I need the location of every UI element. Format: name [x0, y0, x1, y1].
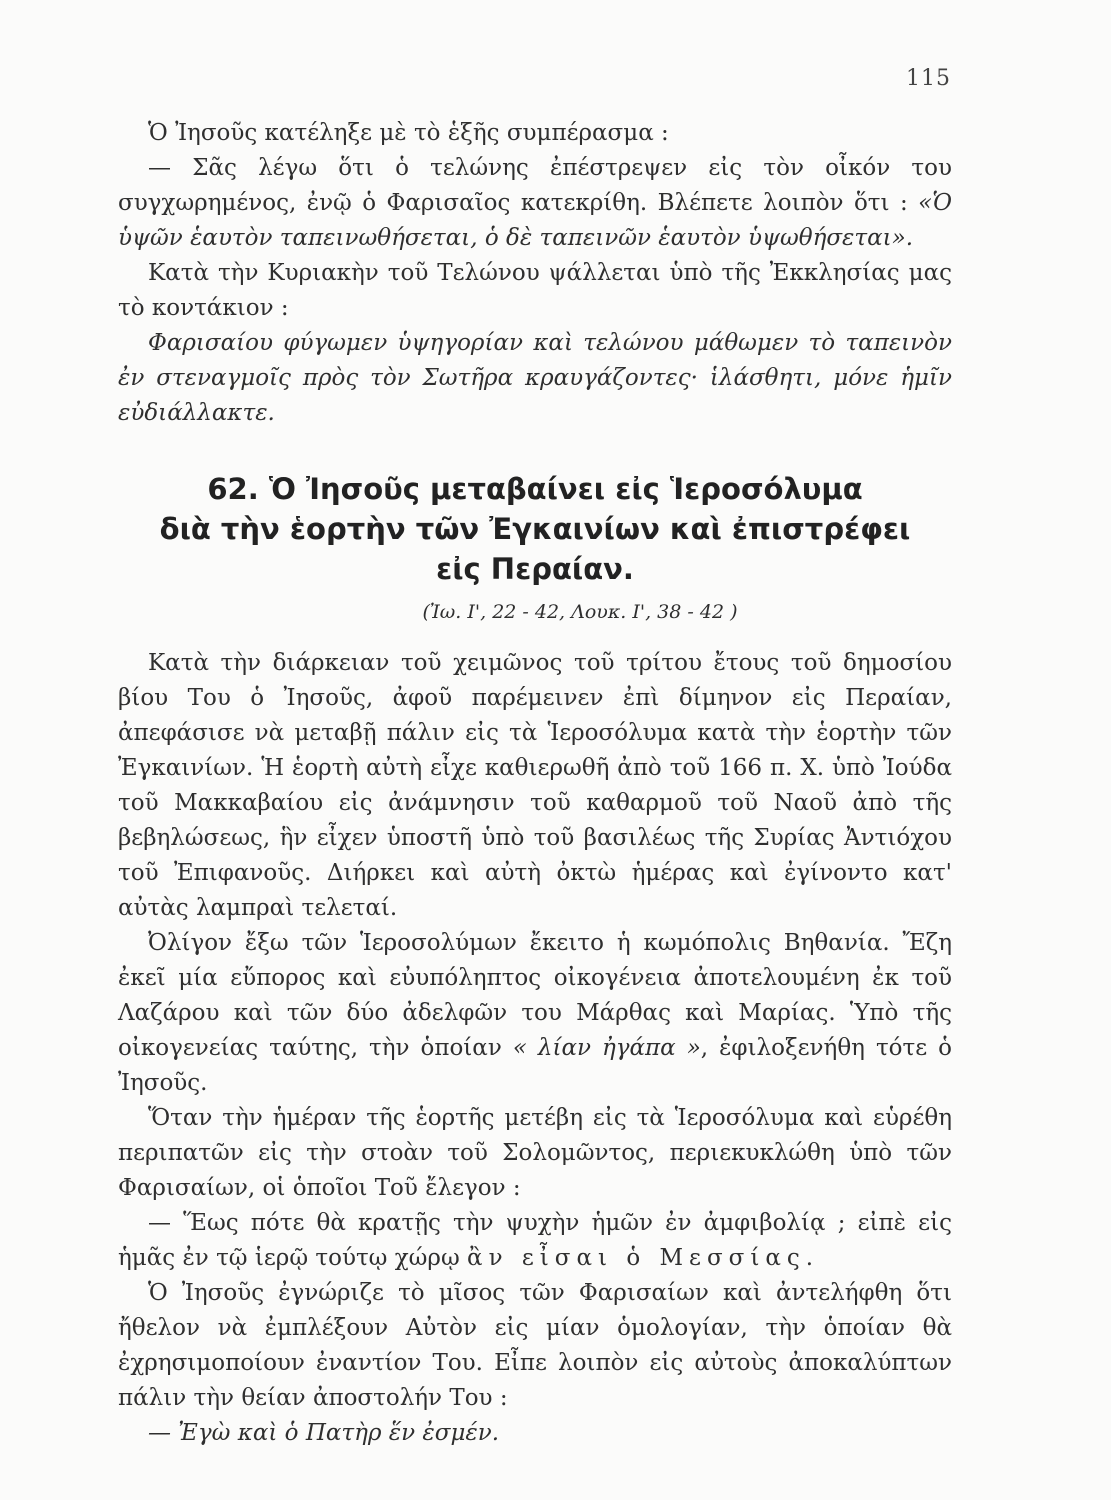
- body-paragraph-5: Ὁ Ἰησοῦς ἐγνώριζε τὸ μῖσος τῶν Φαρισαίων καὶ ἀντελήφθη ὅτι ἤθελον νὰ ἐμπλέξουν Αὐτὸν εἰς μίαν ὁμολογίαν, τὴν ὁποίαν θὰ ἐχρησιμοποίουν ἐναντίον Του. Εἶπε λοιπὸν εἰς αὐτοὺς ἀποκαλύπτων πάλιν τὴν θείαν ἀποστολήν Του :: [118, 1280, 952, 1411]
- body-paragraph-6: — Ἐγὼ καὶ ὁ Πατὴρ ἕν ἐσμέν.: [148, 1420, 500, 1446]
- body-paragraph-3: Ὅταν τὴν ἡμέραν τῆς ἑορτῆς μετέβη εἰς τὰ Ἱεροσόλυμα καὶ εὑρέθη περιπατῶν εἰς τὴν στοὰν τοῦ Σολομῶντος, περιεκυκλώθη ὑπὸ τῶν Φαρισαίων, οἱ ὁποῖοι Τοῦ ἔλεγον :: [118, 1105, 952, 1201]
- intro-paragraph-1: Ὁ Ἰησοῦς κατέληξε μὲ τὸ ἑξῆς συμπέρασμα :: [148, 120, 669, 146]
- body-paragraph-1: Κατὰ τὴν διάρκειαν τοῦ χειμῶνος τοῦ τρίτου ἔτους τοῦ δημοσίου βίου Του ὁ Ἰησοῦς, ἀφοῦ παρέμεινεν ἐπὶ δίμηνον εἰς Περαίαν, ἀπεφάσισε νὰ μεταβῇ πάλιν εἰς τὰ Ἱεροσόλυμα κατὰ τὴν ἑορτὴν τῶν Ἐγκαινίων. Ἡ ἑορτὴ αὐτὴ εἶχε καθιερωθῆ ἀπὸ τοῦ 166 π. Χ. ὑπὸ Ἰούδα τοῦ Μακκαβαίου εἰς ἀνάμνησιν τοῦ καθαρμοῦ τοῦ Ναοῦ ἀπὸ τῆς βεβηλώσεως, ἣν εἶχεν ὑποστῆ ὑπὸ τοῦ βασιλέως τῆς Συρίας Ἀντιόχου τοῦ Ἐπιφανοῦς. Διήρκει καὶ αὐτὴ ὀκτὼ ἡμέρας καὶ ἐγίνοντο κατ' αὐτὰς λαμπραὶ τελεταί.: [118, 650, 952, 921]
- section-heading-line-1: 62. Ὁ Ἰησοῦς μεταβαίνει εἰς Ἱεροσόλυμα: [207, 472, 863, 506]
- kontakion-text: Φαρισαίου φύγωμεν ὑψηγορίαν καὶ τελώνου μάθωμεν τὸ ταπεινὸν ἐν στεναγμοῖς πρὸς τὸν Σωτῆρα κραυγάζοντες· ἱλάσθητι, μόνε ἡμῖν εὐδιάλλακτε.: [118, 330, 952, 426]
- intro-paragraph-2-quote: «Ὁ ὑψῶν ἑαυτὸν ταπεινωθήσεται, ὁ δὲ ταπεινῶν ἑαυτὸν ὑψωθήσεται».: [118, 190, 952, 251]
- body-paragraph-2-text: Ὀλίγον ἔξω τῶν Ἱεροσολύμων ἔκειτο ἡ κωμόπολις Βηθανία. Ἔζη ἐκεῖ μία εὔπορος καὶ εὐυπόληπτος οἰκογένεια ἀποτελουμένη ἐκ τοῦ Λαζάρου καὶ τῶν δύο ἀδελφῶν του Μάρθας καὶ Μαρίας. Ὑπὸ τῆς οἰκογενείας ταύτης, τὴν ὁποίαν: [118, 930, 952, 1061]
- body-paragraph-2-quote: « λίαν ἠγάπα »: [512, 1035, 701, 1061]
- scripture-citation: (Ἰω. Ι', 22 - 42, Λουκ. Ι', 38 - 42 ): [422, 601, 738, 623]
- section-heading-line-2: διὰ τὴν ἑορτὴν τῶν Ἐγκαινίων καὶ ἐπιστρέφει: [159, 512, 911, 546]
- body-paragraph-4-text: — Ἕως πότε θὰ κρατῇς τὴν ψυχὴν ἡμῶν ἐν ἀμφιβολίᾳ ; εἰπὲ εἰς ἡμᾶς ἐν τῷ ἱερῷ τούτῳ χώρῳ: [118, 1210, 952, 1271]
- body-paragraph-2-end: , ἐφιλοξενήθη τότε ὁ Ἰησοῦς.: [118, 1035, 952, 1096]
- section-heading-line-3: εἰς Περαίαν.: [436, 552, 634, 586]
- intro-paragraph-3: Κατὰ τὴν Κυριακὴν τοῦ Τελώνου ψάλλεται ὑπὸ τῆς Ἐκκλησίας μας τὸ κοντάκιον :: [118, 260, 952, 321]
- intro-paragraph-2: [118, 151, 952, 256]
- page-content: [118, 116, 952, 1451]
- page-number: 115: [906, 66, 951, 91]
- body-paragraph-4: [118, 1206, 952, 1276]
- body-paragraph-2: [118, 926, 952, 1101]
- section-heading: [118, 469, 952, 589]
- intro-paragraph-2-text: — Σᾶς λέγω ὅτι ὁ τελώνης ἐπέστρεψεν εἰς τὸν οἶκόν του συγχωρημένος, ἐνῷ ὁ Φαρισαῖος κατεκρίθη. Βλέπετε λοιπὸν ὅτι :: [118, 155, 952, 216]
- body-paragraph-4-spaced: ἂν εἶσαι ὁ Μεσσίας.: [467, 1245, 820, 1271]
